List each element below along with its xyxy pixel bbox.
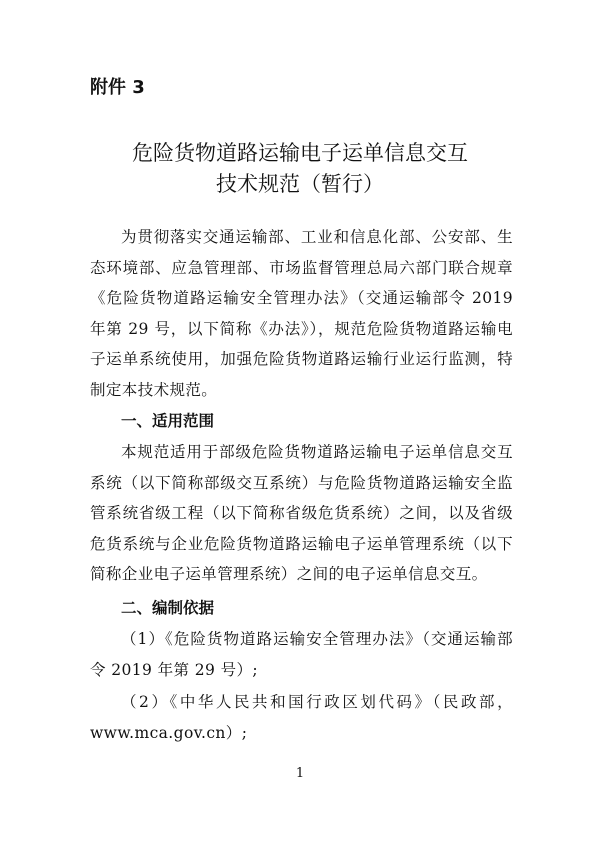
document-title-line-1: 危险货物道路运输电子运单信息交互	[132, 141, 468, 165]
basis-item-2: （2）《中华人民共和国行政区划代码》（民政部，www.mca.gov.cn）;	[90, 693, 513, 742]
intro-paragraph: 为贯彻落实交通运输部、工业和信息化部、公安部、生态环境部、应急管理部、市场监督管理总局六部门联合规章《危险货物道路运输安全管理办法》（交通运输部令 2019 年第 29 号，以下简称《办法》），规范危险货物道路运输电子运单系统使用，加强危险货物道路运输行业运行监测，特制定本技术规范。	[90, 228, 513, 399]
page-number: 1	[295, 766, 305, 781]
basis-item-1: （1）《危险货物道路运输安全管理办法》（交通运输部令 2019 年第 29 号）;	[90, 630, 513, 679]
section-heading-scope: 一、适用范围	[121, 412, 215, 430]
document-title-line-2: 技术规范（暂行）	[216, 172, 384, 196]
attachment-label: 附件 3	[90, 77, 145, 98]
scope-paragraph: 本规范适用于部级危险货物道路运输电子运单信息交互系统（以下简称部级交互系统）与危险货物道路运输安全监管系统省级工程（以下简称省级危货系统）之间，以及省级危货系统与企业危险货物道路运输电子运单管理系统（以下简称企业电子运单管理系统）之间的电子运单信息交互。	[90, 443, 513, 583]
section-heading-basis: 二、编制依据	[121, 599, 215, 617]
